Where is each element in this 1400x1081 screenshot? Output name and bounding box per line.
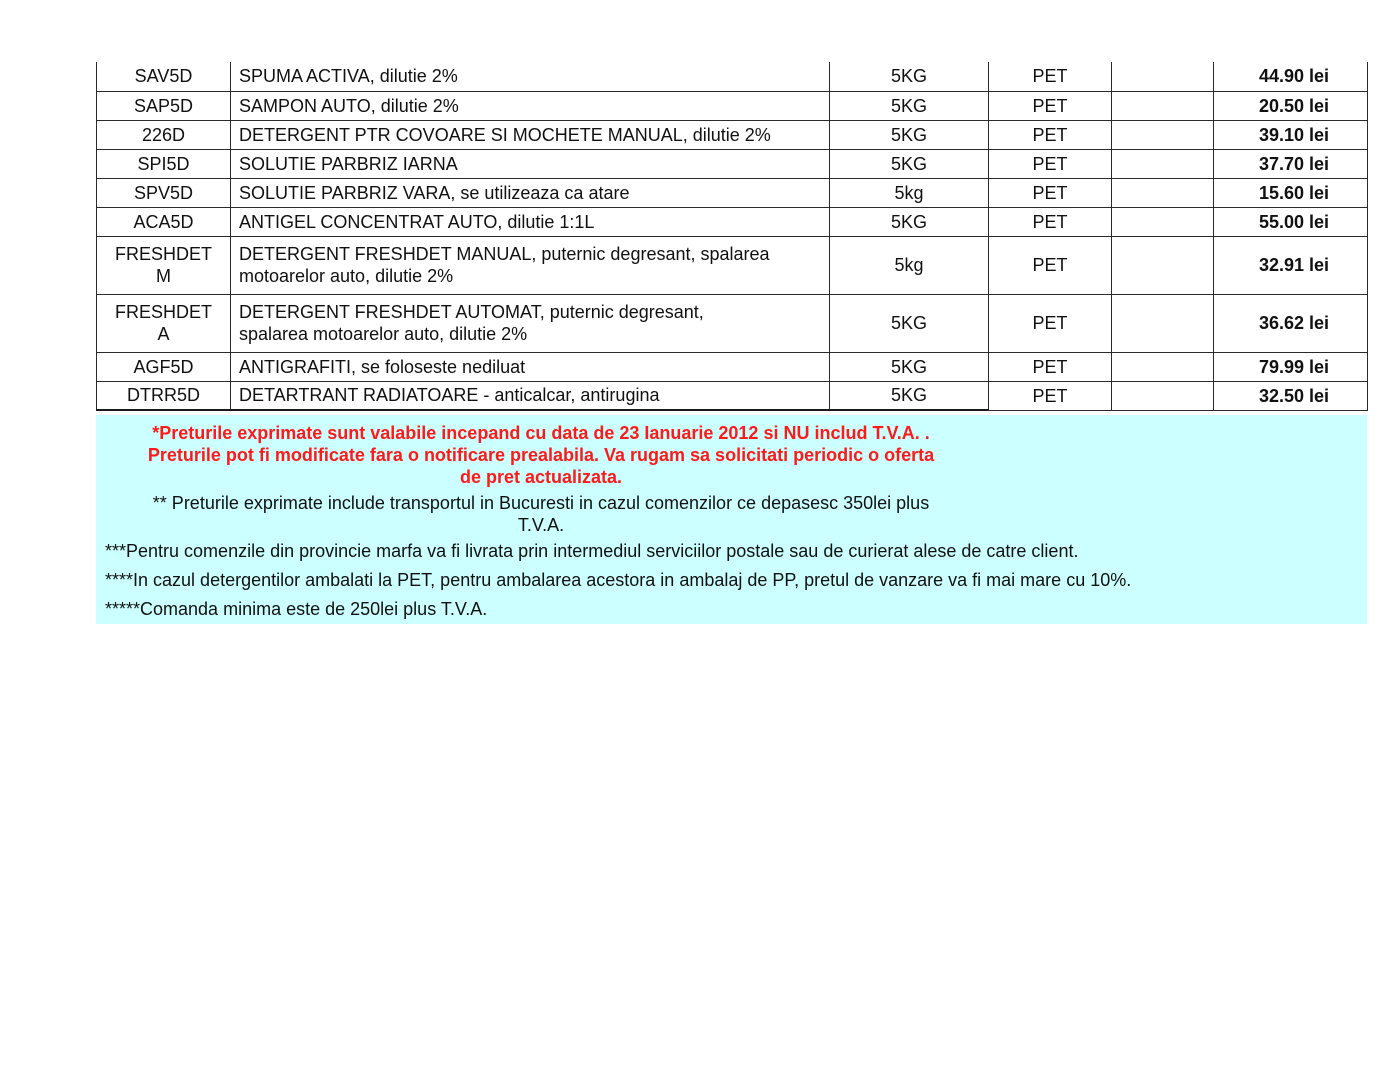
validity-note: *Preturile exprimate sunt valabile incepand cu data de 23 Ianuarie 2012 si NU includ T.V.A. .	[152, 423, 930, 443]
packaging-surcharge-note: ****In cazul detergentilor ambalati la PET, pentru ambalarea acestora in ambalaj de PP, pretul de vanzare va fi mai mare cu 10%.	[105, 570, 1132, 590]
quantity-cell: 5KG	[830, 120, 989, 149]
quantity-cell: 5KG	[830, 91, 989, 120]
product-code-line: ACA5D	[133, 211, 194, 232]
empty-cell	[1112, 91, 1214, 120]
product-code-cell	[97, 120, 231, 149]
price-notes-box	[96, 415, 1367, 624]
product-description-cell	[231, 381, 830, 410]
product-description-line: DETERGENT FRESHDET MANUAL, puternic degresant, spalarea	[239, 244, 770, 264]
package-cell: PET	[989, 120, 1112, 149]
table-row	[97, 294, 1368, 352]
price-change-note: Preturile pot fi modificate fara o notificare prealabila. Va rugam sa solicitati periodic o oferta	[147, 445, 935, 465]
product-code-cell	[97, 149, 231, 178]
product-code-cell	[97, 91, 231, 120]
price-table-body	[97, 62, 1368, 410]
product-description-line: DETARTRANT RADIATOARE - anticalcar, antirugina	[239, 385, 660, 406]
table-row	[97, 236, 1368, 294]
package-cell: PET	[989, 178, 1112, 207]
quantity-cell: 5KG	[830, 294, 989, 352]
empty-cell	[1112, 178, 1214, 207]
empty-cell	[1112, 149, 1214, 178]
package-cell: PET	[989, 62, 1112, 91]
product-code-cell	[97, 381, 231, 410]
quantity-cell: 5KG	[830, 352, 989, 381]
package-cell: PET	[989, 149, 1112, 178]
product-code-cell	[97, 207, 231, 236]
product-description-line: motoarelor auto, dilutie 2%	[239, 266, 454, 286]
table-row	[97, 352, 1368, 381]
product-description-cell	[231, 91, 830, 120]
table-row	[97, 91, 1368, 120]
empty-cell	[1112, 236, 1214, 294]
transport-note-continued: T.V.A.	[517, 515, 565, 535]
package-cell: PET	[989, 381, 1112, 410]
price-cell: 55.00 lei	[1214, 207, 1368, 236]
product-description-line: SAMPON AUTO, dilutie 2%	[239, 95, 459, 116]
table-row	[97, 120, 1368, 149]
price-cell: 37.70 lei	[1214, 149, 1368, 178]
table-row	[97, 207, 1368, 236]
table-row	[97, 178, 1368, 207]
product-code-cell	[97, 294, 231, 352]
product-description-line: ANTIGRAFITI, se foloseste nediluat	[239, 356, 526, 377]
empty-cell	[1112, 294, 1214, 352]
quantity-cell: 5KG	[830, 207, 989, 236]
product-code-line: SPV5D	[133, 182, 194, 203]
empty-cell	[1112, 207, 1214, 236]
quantity-cell: 5KG	[830, 62, 989, 91]
product-code-line: FRESHDET	[114, 302, 212, 322]
price-cell: 32.91 lei	[1214, 236, 1368, 294]
product-description-line: spalarea motoarelor auto, dilutie 2%	[239, 324, 528, 344]
product-description-line: DETERGENT FRESHDET AUTOMAT, puternic degresant,	[239, 302, 704, 322]
package-cell: PET	[989, 91, 1112, 120]
product-description-line: SOLUTIE PARBRIZ VARA, se utilizeaza ca atare	[239, 182, 630, 203]
price-cell: 79.99 lei	[1214, 352, 1368, 381]
transport-note: ** Preturile exprimate include transportul in Bucuresti in cazul comenzilor ce depasesc 350lei plus	[152, 493, 930, 513]
product-description-cell	[231, 352, 830, 381]
product-code-cell	[97, 352, 231, 381]
product-code-line: A	[157, 324, 170, 344]
product-code-cell	[97, 62, 231, 91]
product-code-cell	[97, 178, 231, 207]
product-code-line: 226D	[141, 124, 186, 145]
package-cell: PET	[989, 236, 1112, 294]
product-code-cell	[97, 236, 231, 294]
product-description-line: ANTIGEL CONCENTRAT AUTO, dilutie 1:1L	[239, 211, 595, 232]
price-cell: 39.10 lei	[1214, 120, 1368, 149]
empty-cell	[1112, 120, 1214, 149]
product-code-line: M	[156, 266, 171, 286]
empty-cell	[1112, 62, 1214, 91]
price-cell: 44.90 lei	[1214, 62, 1368, 91]
quantity-cell: 5KG	[830, 381, 989, 410]
price-table	[96, 62, 1368, 411]
price-cell: 36.62 lei	[1214, 294, 1368, 352]
product-code-line: FRESHDET	[114, 244, 212, 264]
product-description-cell	[231, 207, 830, 236]
price-cell: 20.50 lei	[1214, 91, 1368, 120]
product-code-line: SPI5D	[137, 153, 190, 174]
table-row	[97, 149, 1368, 178]
package-cell: PET	[989, 352, 1112, 381]
empty-cell	[1112, 381, 1214, 410]
quantity-cell: 5kg	[830, 236, 989, 294]
quantity-cell: 5KG	[830, 149, 989, 178]
product-code-line: SAP5D	[133, 95, 194, 116]
product-description-cell	[231, 62, 830, 91]
quantity-cell: 5kg	[830, 178, 989, 207]
price-change-note-continued: de pret actualizata.	[459, 467, 623, 487]
empty-cell	[1112, 352, 1214, 381]
product-description-cell	[231, 149, 830, 178]
product-code-line: SAV5D	[134, 66, 193, 87]
product-description-cell	[231, 120, 830, 149]
minimum-order-note: *****Comanda minima este de 250lei plus T.V.A.	[105, 599, 488, 619]
product-description-line: SOLUTIE PARBRIZ IARNA	[239, 153, 458, 174]
table-row	[97, 62, 1368, 91]
package-cell: PET	[989, 207, 1112, 236]
product-code-line: DTRR5D	[126, 385, 200, 406]
product-description-line: SPUMA ACTIVA, dilutie 2%	[239, 66, 458, 87]
price-cell: 32.50 lei	[1214, 381, 1368, 410]
province-delivery-note: ***Pentru comenzile din provincie marfa va fi livrata prin intermediul serviciilor postale sau de curierat alese de catre client.	[105, 541, 1079, 561]
price-cell: 15.60 lei	[1214, 178, 1368, 207]
package-cell: PET	[989, 294, 1112, 352]
product-description-cell	[231, 178, 830, 207]
product-description-cell	[231, 236, 830, 294]
product-description-cell	[231, 294, 830, 352]
product-code-line: AGF5D	[133, 356, 194, 377]
product-description-line: DETERGENT PTR COVOARE SI MOCHETE MANUAL, dilutie 2%	[239, 124, 771, 145]
table-row	[97, 381, 1368, 410]
